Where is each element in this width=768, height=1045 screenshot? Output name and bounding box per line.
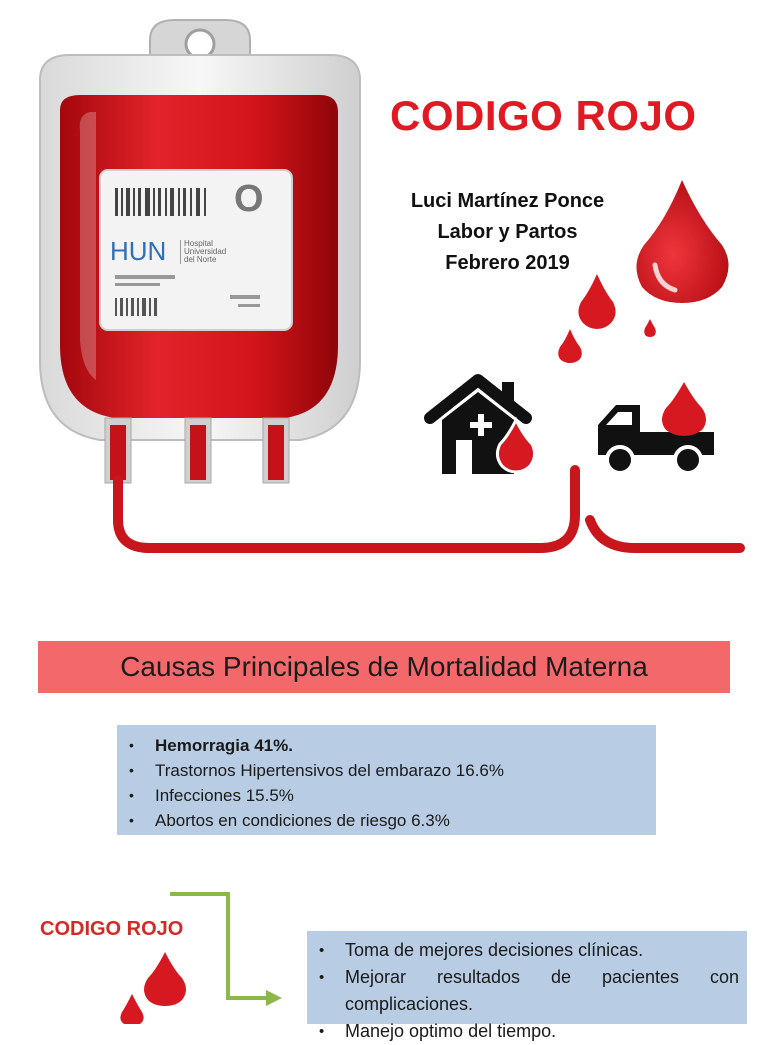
bullet-icon: • <box>319 969 325 986</box>
cause-text: Infecciones 15.5% <box>155 786 294 805</box>
cause-text: Abortos en condiciones de riesgo 6.3% <box>155 811 450 830</box>
page-title: CODIGO ROJO <box>390 92 697 139</box>
bullet-icon: • <box>129 737 134 753</box>
bullet-icon: • <box>319 1023 325 1040</box>
arrow-right-icon <box>170 888 290 1008</box>
department: Labor y Partos <box>437 221 578 243</box>
hospital-house-icon <box>420 370 540 480</box>
presentation-date: Febrero 2019 <box>445 252 570 274</box>
list-item <box>129 808 644 833</box>
section-title: CODIGO ROJO <box>40 918 184 940</box>
list-item <box>129 758 644 783</box>
author-name: Luci Martínez Ponce <box>410 190 605 212</box>
blood-drop-icon <box>643 318 657 338</box>
causes-banner <box>38 641 730 693</box>
hospital-logo-text: HUN <box>110 236 167 266</box>
list-item <box>129 733 644 758</box>
bullet-icon: • <box>129 787 134 803</box>
blood-type-label: O <box>234 178 264 220</box>
ambulance-truck-icon <box>590 380 720 480</box>
benefit-text: Toma de mejores decisiones clínicas. <box>345 940 644 960</box>
list-item <box>319 1018 739 1045</box>
list-item <box>319 937 739 964</box>
bullet-icon: • <box>319 942 325 959</box>
blood-drop-icon <box>630 175 735 305</box>
author-block <box>380 186 635 279</box>
causes-list <box>129 733 644 833</box>
blood-drop-icon <box>577 272 617 330</box>
cause-text: Trastornos Hipertensivos del embarazo 16.6% <box>155 761 504 780</box>
cause-text: Hemorragia 41%. <box>155 736 293 755</box>
benefit-text: Manejo optimo del tiempo. <box>345 1021 557 1041</box>
benefits-box <box>307 931 747 1041</box>
bullet-icon: • <box>129 762 134 778</box>
list-item <box>319 964 739 1018</box>
blood-drop-icon <box>557 328 583 364</box>
hospital-name-line1: Hospital <box>184 239 213 248</box>
benefit-text: Mejorar resultados de pacientes con complicaciones. <box>345 967 739 1014</box>
list-item <box>129 783 644 808</box>
benefits-list <box>319 937 739 1045</box>
causes-title: Causas Principales de Mortalidad Materna <box>120 651 648 682</box>
hospital-name <box>180 240 226 264</box>
bullet-icon: • <box>129 812 134 828</box>
causes-list-box <box>117 725 656 835</box>
hospital-name-line2: Universidad <box>184 247 227 256</box>
hospital-name-line3: del Norte <box>184 255 217 264</box>
